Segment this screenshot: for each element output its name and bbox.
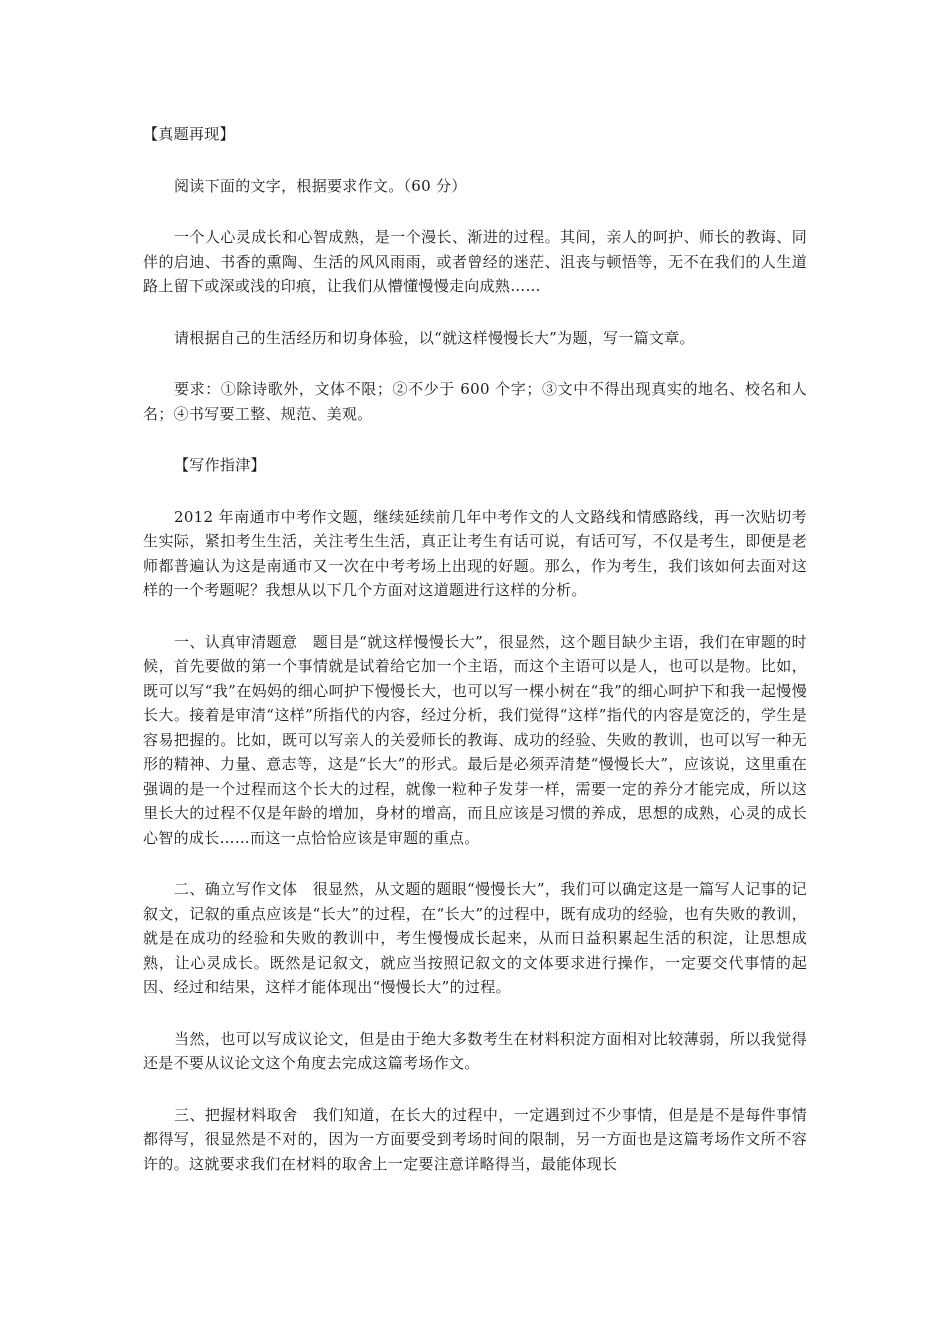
guide-note-argumentative: 当然，也可以写成议论文，但是由于绝大多数考生在材料积淀方面相对比较薄弱，所以我觉得还是不要从议论文这个角度去完成这篇考场作文。 [143, 1029, 807, 1072]
document-page [143, 122, 807, 1203]
guide-intro-paragraph: 2012 年南通市中考作文题，继续延续前几年中考作文的人文路线和情感路线，再一次贴切考生实际，紧扣考生生活，关注考生生活，真正让考生有话可说，有话可写，不仅是考生，即便是老师都普遍认为这是南通市又一次在中考考场上出现的好题。那么，作为考生，我们该如何去面对这样的一个考题呢？我想从以下几个方面对这道题进行这样的分析。 [143, 507, 807, 599]
guide-point-one: 一、认真审清题意 题目是“就这样慢慢长大”，很显然，这个题目缺少主语，我们在审题的时候，首先要做的第一个事情就是试着给它加一个主语，而这个主语可以是人，也可以是物。比如，既可以写“我”在妈妈的细心呵护下慢慢长大，也可以写一棵小树在“我”的细心呵护下和我一起慢慢长大。接着是审清“这样”所指代的内容，经过分析，我们觉得“这样”指代的内容是宽泛的，学生是容易把握的。比如，既可以写亲人的关爱师长的教诲、成功的经验、失败的教训，也可以写一种无形的精神、力量、意志等，这是“长大”的形式。最后是必须弄清楚“慢慢长大”，应该说，这里重在强调的是一个过程而这个长大的过程，就像一粒种子发芽一样，需要一定的养分才能完成，所以这里长大的过程不仅是年龄的增加，身材的增高，而且应该是习惯的养成，思想的成熟，心灵的成长心智的成长……而这一点恰恰应该是审题的重点。 [143, 632, 807, 847]
section-heading-writing-guide: 【写作指津】 [174, 456, 266, 474]
exam-instruction: 阅读下面的文字，根据要求作文。（60 分） [174, 176, 467, 195]
exam-material: 一个人心灵成长和心智成熟，是一个漫长、渐进的过程。其间，亲人的呵护、师长的教诲、同伴的启迪、书香的熏陶、生活的风风雨雨，或者曾经的迷茫、沮丧与顿悟等，无不在我们的人生道路上留下或深或浅的印痕，让我们从懵懂慢慢走向成熟…… [143, 228, 807, 295]
guide-point-two: 二、确立写作文体 很显然，从文题的题眼“慢慢长大”，我们可以确定这是一篇写人记事的记叙文，记叙的重点应该是“长大”的过程，在“长大”的过程中，既有成功的经验，也有失败的教训，就是在成功的经验和失败的教训中，考生慢慢成长起来，从而日益积累起生活的积淀，让思想成熟，让心灵成长。既然是记叙文，就应当按照记叙文的文体要求进行操作，一定要交代事情的起因、经过和结果，这样才能体现出“慢慢长大”的过程。 [143, 880, 807, 996]
exam-title-prompt: 请根据自己的生活经历和切身体验，以“就这样慢慢长大”为题，写一篇文章。 [174, 328, 695, 347]
exam-requirements: 要求：①除诗歌外，文体不限；②不少于 600 个字；③文中不得出现真实的地名、校名和人名；④书写要工整、规范、美观。 [143, 380, 807, 423]
section-heading-real-exam: 【真题再现】 [143, 125, 235, 143]
guide-point-three: 三、把握材料取舍 我们知道，在长大的过程中，一定遇到过不少事情，但是是不是每件事情都得写，很显然是不对的，因为一方面要受到考场时间的限制，另一方面也是这篇考场作文所不容许的。这就要求我们在材料的取舍上一定要注意详略得当，最能体现长 [143, 1105, 807, 1173]
